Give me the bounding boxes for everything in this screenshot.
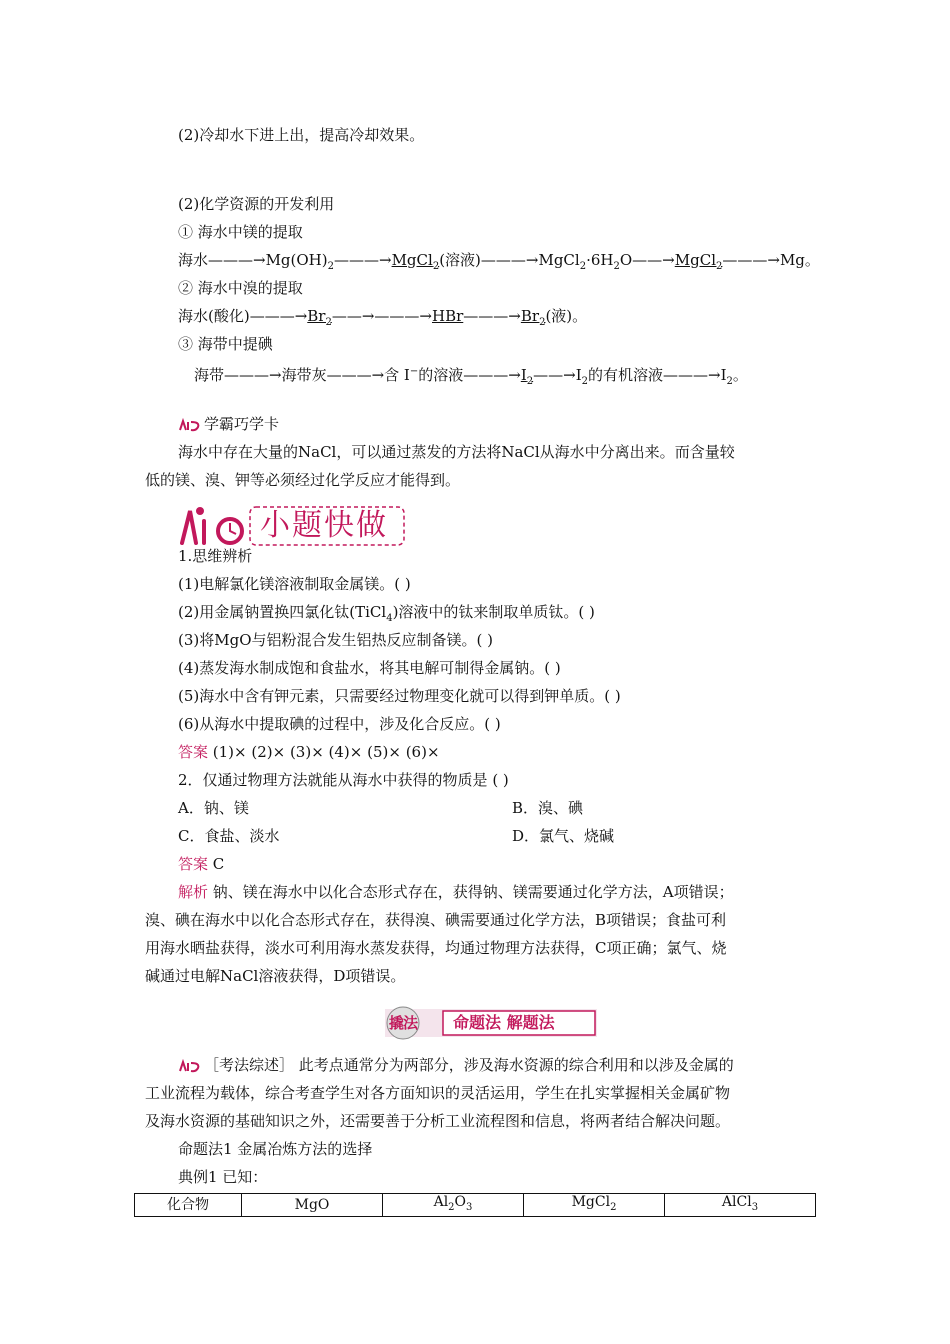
tip-title: 学霸巧学卡 <box>204 415 280 433</box>
answer-label: 答案 <box>178 855 209 873</box>
i-extraction-heading: ③ 海带中提碘 <box>178 335 273 353</box>
answer-text: C <box>208 855 225 873</box>
exam-summary-logo-icon <box>178 1059 202 1073</box>
q2-option-a: A．钠、镁 <box>178 799 249 817</box>
q1-item-5: (5)海水中含有钾元素，只需要经过物理变化就可以得到钾单质。( ) <box>178 687 621 705</box>
table-header-cell <box>135 1194 242 1217</box>
q2-option-c: C．食盐、淡水 <box>178 827 280 845</box>
q2-stem: 2．仅通过物理方法就能从海水中获得的物质是 ( ) <box>178 771 509 789</box>
q2-explanation-line-3: 用海水晒盐获得，淡水可利用海水蒸发获得，均通过物理方法获得，C项正确；氯气、烧 <box>145 939 727 957</box>
br-extraction-heading: ② 海水中溴的提取 <box>178 279 303 297</box>
q1-item-3: (3)将MgO与铝粉混合发生铝热反应制备镁。( ) <box>178 631 493 649</box>
exam-summary-text: ［考法综述］ 此考点通常分为两部分，涉及海水资源的综合利用和以涉及金属的 <box>204 1056 734 1074</box>
exam-summary-line-2: 工业流程为载体，综合考查学生对各方面知识的灵活运用，学生在扎实掌握相关金属矿物 <box>145 1084 731 1102</box>
q2-explanation-line-2: 溴、碘在海水中以化合态形式存在，获得溴、碘需要通过化学方法，B项错误；食盐可利 <box>145 911 727 929</box>
q1-answer <box>178 741 440 763</box>
tip-logo-icon <box>178 418 202 432</box>
explanation-label: 解析 <box>178 883 209 901</box>
i-flow: 海带———→海带灰———→含 I−的溶液$———\to I_2——\to I_2$的有机溶液$———\to I_2$。 <box>194 366 748 387</box>
answer-text: (1)× (2)× (3)× (4)× (5)× (6)× <box>208 743 440 761</box>
method-banner-title: 命题法 解题法 <box>453 1013 555 1032</box>
tip-text-line-1: 海水中存在大量的NaCl，可以通过蒸发的方法将NaCl从海水中分离出来。而含量较 <box>178 443 735 461</box>
table-header-cell: AlCl$_3$ <box>665 1194 816 1217</box>
tip-heading <box>178 413 279 435</box>
example-1-heading: 典例1 已知： <box>178 1168 268 1186</box>
method-1-heading: 命题法1 金属冶炼方法的选择 <box>178 1140 373 1158</box>
q1-item-4: (4)蒸发海水制成饱和食盐水，将其电解可制得金属钠。( ) <box>178 659 561 677</box>
table-row <box>135 1194 816 1217</box>
q1-item-2: (2)用金属钠置换四氯化钛(TiCl$_4$)溶液中的钛来制取单质钛。( ) <box>178 603 595 624</box>
q1-item-1: (1)电解氯化镁溶液制取金属镁。( ) <box>178 575 411 593</box>
cooling-note: (2)冷却水下进上出，提高冷却效果。 <box>178 126 425 144</box>
q2-explanation-line-4: 碱通过电解NaCl溶液获得，D项错误。 <box>145 967 406 985</box>
q1-item-6: (6)从海水中提取碘的过程中，涉及化合反应。( ) <box>178 715 501 733</box>
table-header-cell: $Al_2O_3$ <box>383 1194 524 1217</box>
mg-flow: 海水$———\to Mg(OH)_2———\to MgCl_2$(溶液)$———\to MgCl_2\cdot 6H_2O——\to MgCl_2———\to Mg$。 <box>178 251 820 272</box>
quick-practice-banner <box>178 503 408 549</box>
answer-label: 答案 <box>178 743 209 761</box>
q2-option-d: D．氯气、烧碱 <box>512 827 615 845</box>
br-flow: 海水(酸化)$———\to Br_2——\to———\to HBr———\to Br_2$(液)。 <box>178 307 588 328</box>
q1-title: 1.思维辨析 <box>178 547 253 565</box>
header-compound: 化合物 <box>167 1196 209 1213</box>
method-banner <box>383 1005 599 1041</box>
compound-table <box>134 1193 816 1217</box>
mg-extraction-heading: ① 海水中镁的提取 <box>178 223 303 241</box>
table-header-cell: MgCl$_2$ <box>524 1194 665 1217</box>
table-header-cell: MgO <box>242 1194 383 1217</box>
quick-practice-title: 小题快做 <box>260 508 388 543</box>
explanation-text: 钠、镁在海水中以化合态形式存在，获得钠、镁需要通过化学方法，A项错误； <box>208 883 734 901</box>
exam-summary-line-1 <box>178 1054 734 1076</box>
q2-explanation-line-1 <box>178 881 734 903</box>
tip-text-line-2: 低的镁、溴、钾等必须经过化学反应才能得到。 <box>145 471 461 489</box>
q2-answer <box>178 853 224 875</box>
exam-summary-line-3: 及海水资源的基础知识之外，还需要善于分析工业流程图和信息，将两者结合解决问题。 <box>145 1112 731 1130</box>
q2-option-b: B．溴、碘 <box>512 799 584 817</box>
chem-resources-heading: (2)化学资源的开发利用 <box>178 195 335 213</box>
method-banner-icon: 撬法 <box>389 1014 418 1032</box>
